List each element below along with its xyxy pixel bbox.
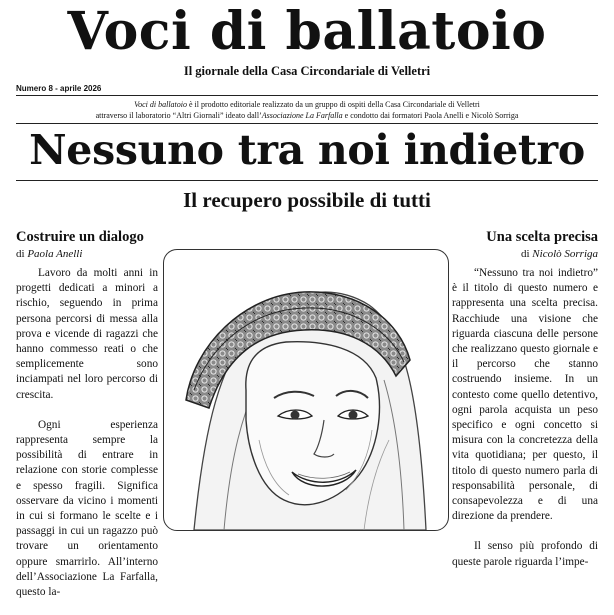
- left-byline-prefix: di: [16, 248, 28, 260]
- right-article-title: Una scelta precisa: [486, 229, 598, 245]
- intro-title: Voci di ballatoio: [134, 100, 187, 109]
- right-author: Nicolò Sorriga: [532, 248, 598, 260]
- headline-rule: [16, 180, 598, 181]
- left-article-byline: [16, 247, 82, 261]
- right-byline-prefix: di: [520, 248, 533, 260]
- right-article-byline: [521, 247, 598, 261]
- main-headline: Nessuno tra noi indietro: [29, 126, 585, 174]
- left-author: Paola Anelli: [27, 248, 83, 260]
- right-article-body: [452, 266, 598, 585]
- woman-illustration: [164, 250, 448, 530]
- intro-line2b: e condotto dai formatori Paola Anelli e Nicolò Sorriga: [342, 110, 519, 120]
- intro-text: [16, 100, 598, 121]
- intro-assoc: Associazione La Farfalla: [261, 110, 343, 120]
- top-rule: [16, 95, 598, 96]
- issue-number: Numero 8 - aprile 2026: [16, 84, 102, 93]
- right-paragraph-2: Il senso più profondo di queste parole riguarda l’impe-: [452, 540, 598, 568]
- intro-line2a: attraverso il laboratorio “Altri Giornali” ideato dall’: [95, 110, 262, 120]
- left-article-body: [16, 266, 158, 615]
- photo-frame: [163, 249, 449, 531]
- left-paragraph-2: Ogni esperienza rappresenta sempre la possibilità di entrare in relazione con storie complesse e spesso fragili. Significa osservare da vicino i momenti in cui si formano le scelte e i passaggi in cui un ragazzo può trovare un orientamento oppure smarrirlo. All’interno dell’Associazione La Farfalla, questo la-: [16, 418, 158, 599]
- sub-headline: Il recupero possibile di tutti: [183, 188, 431, 212]
- intro-line1: è il prodotto editoriale realizzato da un gruppo di ospiti della Casa Circondariale di Velletri: [187, 100, 480, 109]
- left-paragraph-1: Lavoro da molti anni in progetti dedicati a minori a rischio, seguendo in prima persona percorsi di messa alla prova e vicende di ragazzi che hanno commesso reati o che semplicemente sono inciampati nel loro percorso di crescita.: [16, 267, 158, 401]
- masthead-subtitle: Il giornale della Casa Circondariale di Velletri: [183, 64, 431, 78]
- right-paragraph-1: “Nessuno tra noi indietro” è il titolo di questo numero e rappresenta una scelta precisa. Racchiude una visione che riguarda ciascuna delle persone che realizzano questo giornale e il percorso che stanno costruendo insieme. In un contesto come quello detentivo, ogni parola acquista un peso specifico e ogni concetto si misura con la concretezza della vita quotidiana; per questo, il titolo di questo numero parla di responsabilità personale, di consapevolezza e di una direzione da prendere.: [452, 267, 598, 523]
- left-article-title: Costruire un dialogo: [16, 229, 144, 245]
- intro-rule: [16, 123, 598, 124]
- masthead-title: Voci di ballatoio: [67, 1, 547, 62]
